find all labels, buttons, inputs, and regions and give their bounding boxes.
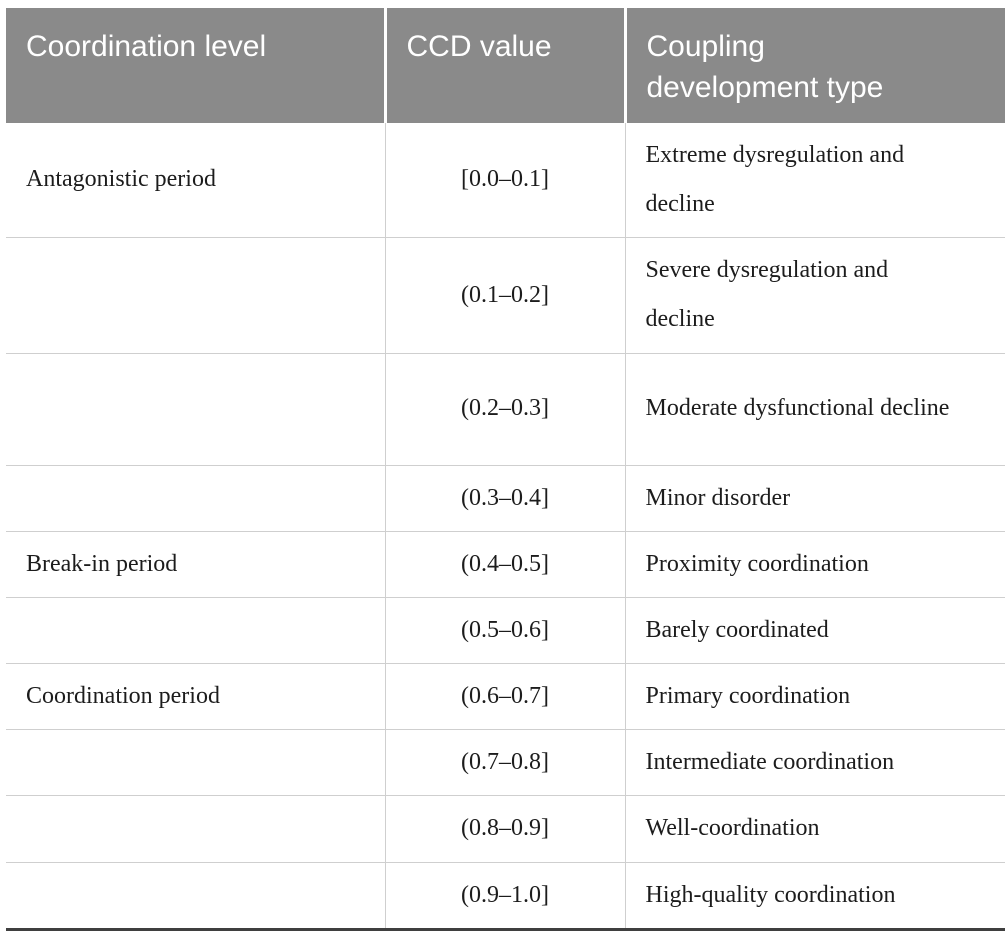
table-row — [6, 238, 1005, 353]
cell-ccd-value: (0.9–1.0] — [385, 862, 625, 929]
column-header-coordination-level — [6, 8, 385, 123]
cell-coordination-level: Antagonistic period — [6, 123, 385, 238]
column-header-label: Coupling development type — [646, 30, 884, 105]
column-header-coupling-development-type — [625, 8, 1005, 123]
cell-coordination-level — [6, 862, 385, 929]
table-row — [6, 862, 1005, 929]
cell-coupling-type: Intermediate coordination — [625, 730, 1005, 796]
cell-coupling-type: Moderate dysfunctional decline — [625, 353, 1005, 465]
cell-ccd-value: (0.3–0.4] — [385, 465, 625, 531]
cell-coordination-level: Break-in period — [6, 531, 385, 597]
cell-ccd-value: (0.6–0.7] — [385, 664, 625, 730]
table-row — [6, 123, 1005, 238]
cell-ccd-value: (0.2–0.3] — [385, 353, 625, 465]
table-row — [6, 465, 1005, 531]
cell-coupling-type: High-quality coordination — [625, 862, 1005, 929]
cell-coupling-type: Barely coordinated — [625, 597, 1005, 663]
table-body — [6, 123, 1005, 930]
table-row — [6, 664, 1005, 730]
table-row — [6, 531, 1005, 597]
table-header — [6, 8, 1005, 123]
table-row — [6, 796, 1005, 862]
cell-coordination-level — [6, 597, 385, 663]
cell-coupling-type: Proximity coordination — [625, 531, 1005, 597]
cell-coordination-level — [6, 465, 385, 531]
cell-coordination-level — [6, 796, 385, 862]
ccd-classification-table-container — [6, 8, 1005, 931]
table-row — [6, 597, 1005, 663]
cell-ccd-value: (0.7–0.8] — [385, 730, 625, 796]
cell-ccd-value: [0.0–0.1] — [385, 123, 625, 238]
cell-ccd-value: (0.1–0.2] — [385, 238, 625, 353]
column-header-label: CCD value — [406, 30, 552, 63]
cell-coordination-level: Coordination period — [6, 664, 385, 730]
cell-coordination-level — [6, 730, 385, 796]
cell-coordination-level — [6, 353, 385, 465]
table-row — [6, 730, 1005, 796]
table-row — [6, 353, 1005, 465]
column-header-ccd-value — [385, 8, 625, 123]
cell-coupling-type: Extreme dysregulation and decline — [625, 123, 1005, 238]
ccd-classification-table — [6, 8, 1005, 931]
cell-coupling-type: Severe dysregulation and decline — [625, 238, 1005, 353]
column-header-label: Coordination level — [26, 30, 267, 63]
cell-ccd-value: (0.8–0.9] — [385, 796, 625, 862]
header-row — [6, 8, 1005, 123]
cell-coupling-type: Minor disorder — [625, 465, 1005, 531]
cell-ccd-value: (0.4–0.5] — [385, 531, 625, 597]
cell-coupling-type: Well-coordination — [625, 796, 1005, 862]
cell-coupling-type: Primary coordination — [625, 664, 1005, 730]
cell-coordination-level — [6, 238, 385, 353]
cell-ccd-value: (0.5–0.6] — [385, 597, 625, 663]
